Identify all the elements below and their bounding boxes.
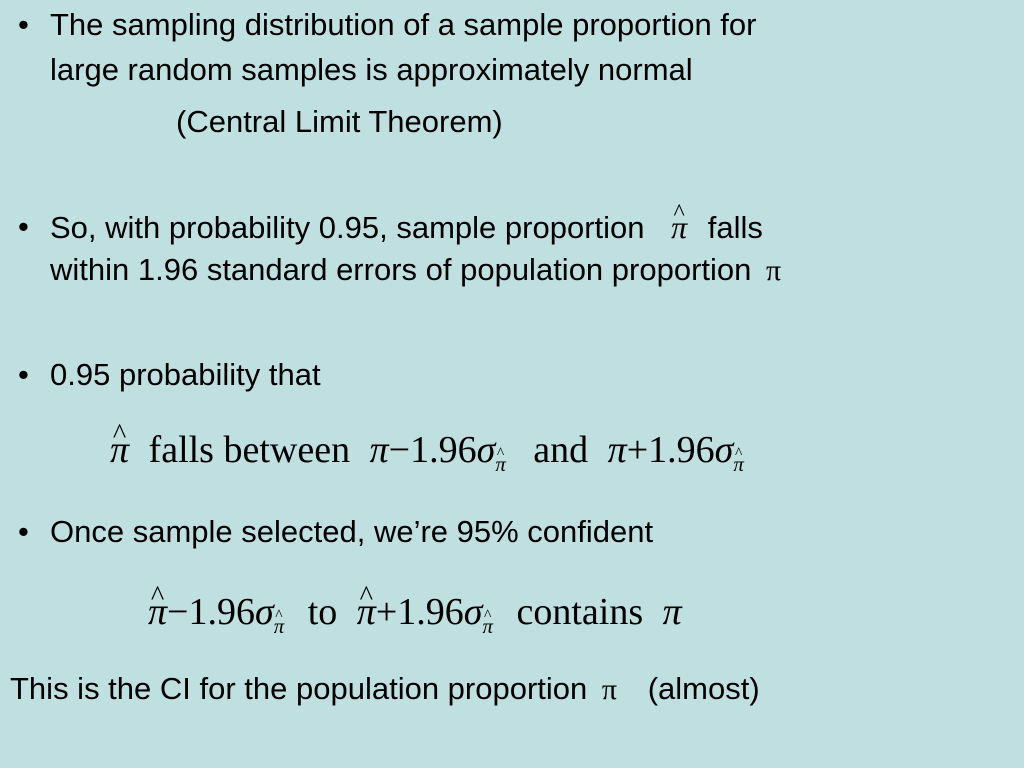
bullet-2-line-2-text: within 1.96 standard errors of population proportion <box>50 252 752 287</box>
bullet-marker: • <box>18 357 29 392</box>
formula-text-falls-between: falls between <box>148 429 351 471</box>
bullet-2-line-1-text: So, with probability 0.95, sample proportion <box>50 210 645 245</box>
bullet-2-line-1-falls: falls <box>707 210 763 245</box>
formula-text-and: and <box>533 429 589 471</box>
bullet-3-line-1: 0.95 probability that <box>50 357 321 392</box>
formula-pi-hat: ^ π <box>148 590 167 636</box>
ci-summary-text: This is the CI for the population proportion <box>10 671 588 706</box>
formula-sigma-subscript: ^ π <box>274 614 284 639</box>
formula-minus: − <box>167 591 189 633</box>
formula-pi-hat: ^ π <box>357 590 376 636</box>
formula-plus: + <box>626 429 649 471</box>
bullet-2-line-1 <box>50 208 763 246</box>
formula-sigma-subscript: ^ π <box>495 452 505 477</box>
pi-hat-symbol: ^ π <box>671 208 687 246</box>
formula-sigma: σ <box>463 591 483 633</box>
ci-summary <box>10 670 760 708</box>
formula-falls-between <box>110 428 744 477</box>
bullet-marker: • <box>18 7 29 42</box>
formula-pi: π <box>369 429 389 471</box>
formula-plus: + <box>375 591 398 633</box>
formula-pi-hat: ^ π <box>110 428 129 474</box>
formula-minus: − <box>388 429 411 471</box>
bullet-marker: • <box>18 209 29 244</box>
pi-symbol: π <box>766 254 782 287</box>
formula-pi: π <box>662 591 682 633</box>
formula-text-to: to <box>307 591 338 633</box>
bullet-1-line-1: The sampling distribution of a sample proportion for <box>50 7 757 42</box>
bullet-4-line-1: Once sample selected, we’re 95% confident <box>50 514 654 549</box>
formula-text-contains: contains <box>516 591 644 633</box>
formula-value: 1.96 <box>188 591 255 633</box>
bullet-1-line-3: (Central Limit Theorem) <box>176 104 503 139</box>
ci-summary-almost: (almost) <box>647 671 760 706</box>
formula-sigma: σ <box>254 591 274 633</box>
formula-sigma: σ <box>476 429 496 471</box>
formula-value: 1.96 <box>410 429 477 471</box>
formula-sigma-subscript: ^ π <box>483 614 493 639</box>
formula-value: 1.96 <box>648 429 715 471</box>
bullet-2-line-2 <box>50 251 781 289</box>
pi-symbol: π <box>601 673 618 706</box>
formula-sigma: σ <box>714 429 734 471</box>
formula-value: 1.96 <box>397 591 464 633</box>
bullet-1-line-2: large random samples is approximately normal <box>50 52 693 87</box>
bullet-marker: • <box>18 514 29 549</box>
formula-sigma-subscript: ^ π <box>733 452 743 477</box>
formula-interval <box>148 590 682 639</box>
formula-pi: π <box>607 429 627 471</box>
